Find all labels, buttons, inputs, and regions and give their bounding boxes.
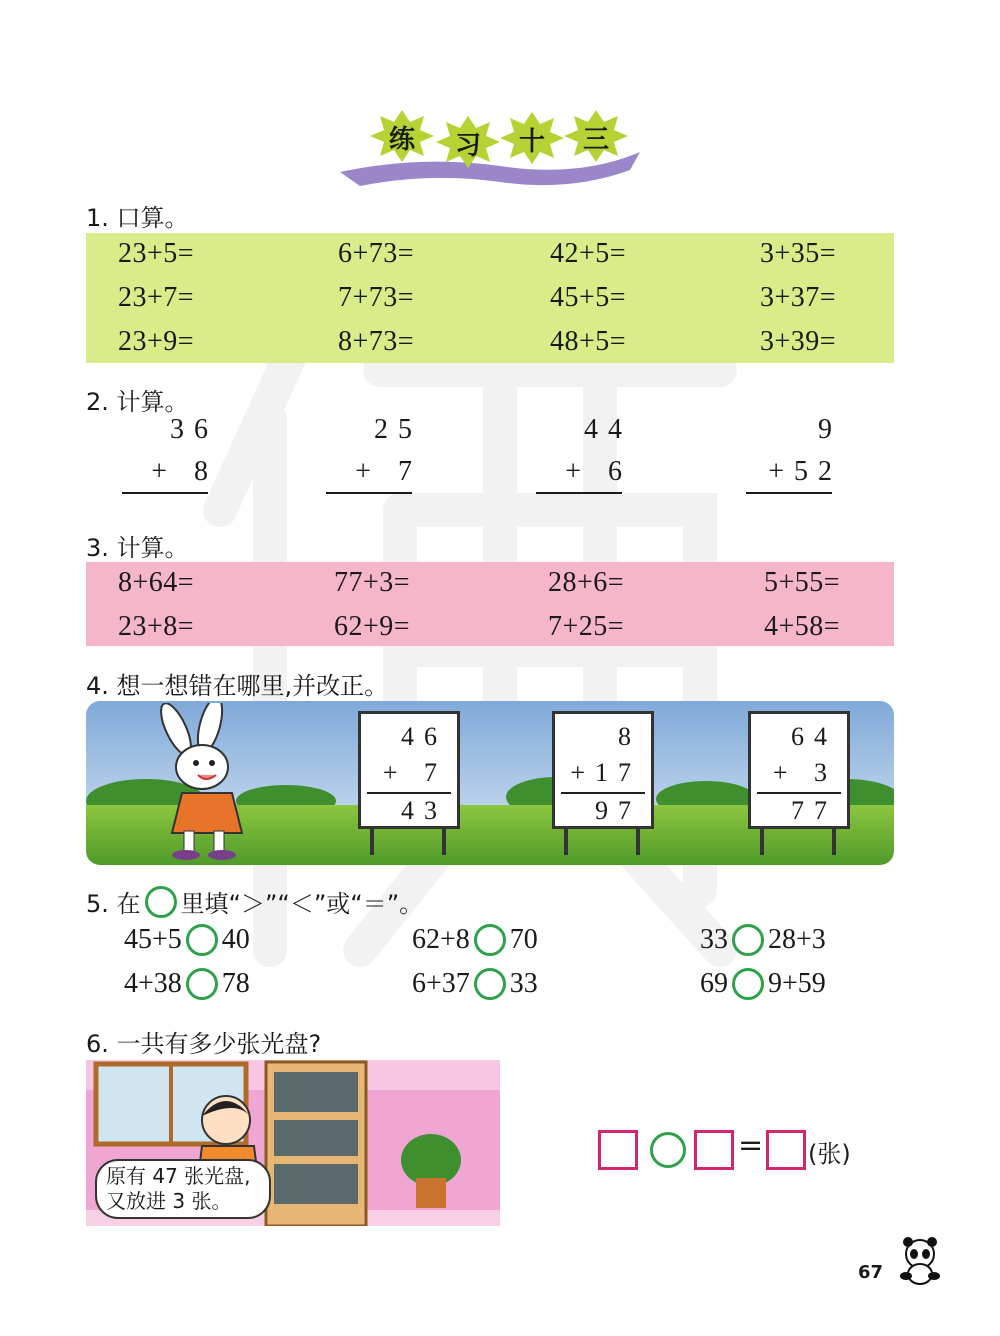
title-banner [340,100,660,200]
answer-box-3[interactable] [766,1130,806,1170]
board-post-right [832,829,836,855]
error-board [552,711,654,829]
vertical-top-number: 36 [170,414,218,445]
board-bottom-number: + 7 [382,758,447,787]
compare-item [700,968,826,1000]
section-4-label: 4. 想一想错在哪里,并改正。 [86,672,389,700]
compare-left: 69 [700,968,728,999]
mental-math-expr: 23+5= [118,238,195,269]
compare-left: 6+37 [412,968,470,999]
section-2-label: 2. 计算。 [86,388,189,416]
bubble-line-2: 又放进 3 张。 [106,1189,232,1213]
section-1-label: 1. 口算。 [86,204,189,232]
title-char-1: 练 [388,124,415,155]
mental-math-expr: 3+37= [760,282,837,313]
compare-item [412,968,538,1000]
mental-math-expr: 23+7= [118,282,195,313]
board-post-right [442,829,446,855]
mental-math-expr: 7+73= [338,282,415,313]
board-line [561,792,645,794]
compare-right: 70 [509,924,538,955]
mental-math-expr: 3+39= [760,326,837,357]
board-top-number: 8 [618,722,641,751]
compare-circle[interactable] [732,924,764,956]
vertical-bottom-number: + 8 [151,456,218,487]
vertical-top-number: 44 [584,414,632,445]
board-post-left [760,829,764,855]
compare-circle[interactable] [732,968,764,1000]
circle-symbol-icon [145,886,177,918]
calc-expr: 62+9= [334,611,411,642]
error-board [748,711,850,829]
mental-math-expr: 23+9= [118,326,195,357]
section-5-label [86,884,423,919]
compare-right: 9+59 [768,968,826,999]
error-board [358,711,460,829]
rabbit-illustration [142,703,262,863]
vertical-top-number: 25 [374,414,422,445]
board-bottom-number: +17 [570,758,641,787]
vertical-result-line [122,492,208,494]
section-4-scene [86,701,894,865]
board-result: 77 [791,796,837,825]
mental-math-expr: 42+5= [550,238,627,269]
vertical-bottom-number: + 7 [355,456,422,487]
compare-right: 40 [221,924,250,955]
equals-sign: = [738,1128,764,1163]
calc-expr: 23+8= [118,611,195,642]
board-result: 97 [595,796,641,825]
calc-expr: 7+25= [548,611,625,642]
board-line [367,792,451,794]
compare-item [124,924,250,956]
section-5-label-post: 里填“＞”“＜”或“＝”。 [180,890,424,918]
mental-math-expr: 45+5= [550,282,627,313]
vertical-bottom-number: +52 [768,456,842,487]
compare-left: 62+8 [412,924,470,955]
compare-right: 33 [509,968,538,999]
title-char-3: 十 [518,126,545,157]
board-top-number: 46 [401,722,447,751]
mental-math-expr: 8+73= [338,326,415,357]
board-top-number: 64 [791,722,837,751]
section-3-label: 3. 计算。 [86,534,189,562]
board-post-left [564,829,568,855]
page-number: 67 [858,1262,884,1283]
compare-circle[interactable] [474,924,506,956]
compare-item [412,924,538,956]
calc-expr: 77+3= [334,567,411,598]
answer-box-2[interactable] [694,1130,734,1170]
board-line [757,792,841,794]
section-6-label: 6. 一共有多少张光盘? [86,1030,322,1058]
compare-circle[interactable] [186,968,218,1000]
compare-left: 4+38 [124,968,182,999]
compare-left: 33 [700,924,728,955]
compare-left: 45+5 [124,924,182,955]
calc-expr: 28+6= [548,567,625,598]
compare-circle[interactable] [186,924,218,956]
section-6-scene [86,1060,500,1226]
bubble-line-1: 原有 47 张光盘, [106,1164,251,1188]
calc-expr: 8+64= [118,567,195,598]
board-post-left [370,829,374,855]
board-bottom-number: + 3 [772,758,837,787]
calc-expr: 5+55= [764,567,841,598]
board-result: 43 [401,796,447,825]
compare-item [700,924,826,956]
calc-expr: 4+58= [764,611,841,642]
vertical-result-line [536,492,622,494]
compare-circle[interactable] [474,968,506,1000]
compare-right: 28+3 [768,924,826,955]
answer-circle[interactable] [650,1132,686,1168]
board-post-right [636,829,640,855]
vertical-result-line [746,492,832,494]
unit-label: (张) [808,1140,851,1168]
vertical-top-number: 9 [818,414,842,445]
answer-box-1[interactable] [598,1130,638,1170]
speech-bubble [106,1164,251,1214]
title-char-2: 习 [454,130,481,161]
mental-math-expr: 48+5= [550,326,627,357]
vertical-result-line [326,492,412,494]
compare-item [124,968,250,1000]
title-char-4: 三 [582,124,609,155]
mental-math-expr: 3+35= [760,238,837,269]
vertical-bottom-number: + 6 [565,456,632,487]
mental-math-expr: 6+73= [338,238,415,269]
panda-icon [894,1234,946,1286]
section-5-label-pre: 5. 在 [86,890,141,918]
compare-right: 78 [221,968,250,999]
